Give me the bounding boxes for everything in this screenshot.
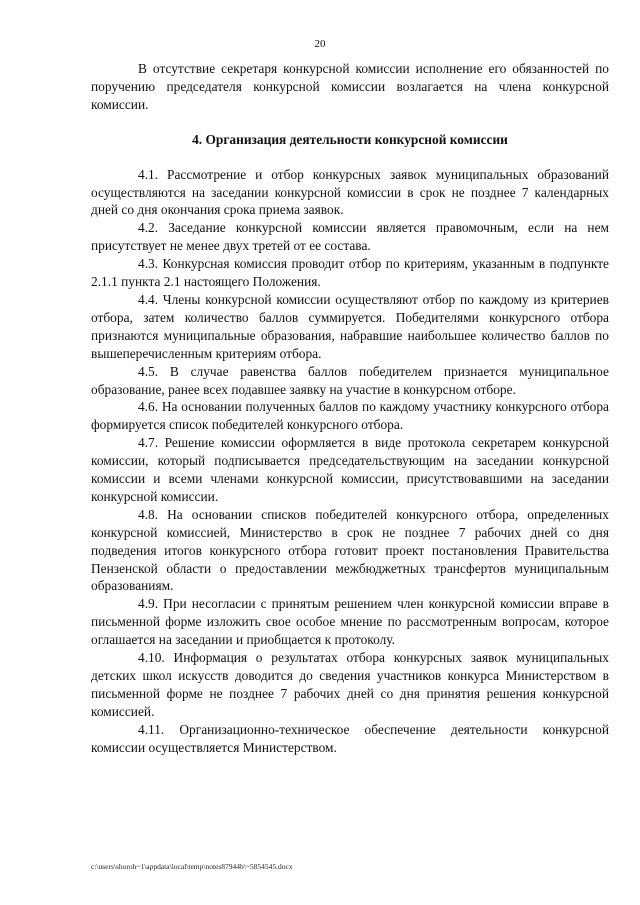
paragraph-4-10: 4.10. Информация о результатах отбора конкурсных заявок муниципальных детских школ искусств доводится до сведения участников конкурса Министерством в письменной форме не позднее 7 рабочих дней со дня принятия решения конкурсной комиссией. xyxy=(91,650,609,719)
paragraph-4-7: 4.7. Решение комиссии оформляется в виде протокола секретарем конкурсной комиссии, который подписывается председательствующим на заседании конкурсной комиссии и всеми членами конкурсной комиссии, присутствовавшими на заседании конкурсной комиссии. xyxy=(91,435,609,504)
paragraph-4-1: 4.1. Рассмотрение и отбор конкурсных заявок муниципальных образований осуществляются на заседании конкурсной комиссии в срок не позднее 7 календарных дней со дня окончания срока приема заявок. xyxy=(91,166,609,218)
paragraph-4-9: 4.9. При несогласии с принятым решением член конкурсной комиссии вправе в письменной форме изложить свое особое мнение по рассмотренным вопросам, которое оглашается на заседании и приобщается к протоколу. xyxy=(91,596,609,648)
paragraph-4-2: 4.2. Заседание конкурсной комиссии является правомочным, если на нем присутствует не менее двух третей от ее состава. xyxy=(91,220,609,254)
footer-file-path: c:\users\shoroh~1\appdata\local\temp\notes87944b\~5854545.docx xyxy=(91,862,293,871)
paragraph-4-11: 4.11. Организационно-техническое обеспечение деятельности конкурсной комиссии осуществляется Министерством. xyxy=(91,721,609,755)
page-number: 20 xyxy=(314,38,326,50)
paragraph-4-3: 4.3. Конкурсная комиссия проводит отбор по критериям, указанным в подпункте 2.1.1 пункта 2.1 настоящего Положения. xyxy=(91,256,609,290)
paragraph-4-5: 4.5. В случае равенства баллов победителем признается муниципальное образование, ранее всех подавшее заявку на участие в конкурсном отборе. xyxy=(91,363,609,397)
paragraph-4-8: 4.8. На основании списков победителей конкурсного отбора, определенных конкурсной комиссией, Министерство в срок не позднее 7 рабочих дней со дня подведения итогов конкурсного отбора готовит проект постановления Правительства Пензенской области о предоставлении межбюджетных трансфертов муниципальным образованиям. xyxy=(91,506,609,594)
paragraph-4-6: 4.6. На основании полученных баллов по каждому участнику конкурсного отбора формируется список победителей конкурсного отбора. xyxy=(91,399,609,433)
paragraph-4-4: 4.4. Члены конкурсной комиссии осуществляют отбор по каждому из критериев отбора, затем количество баллов суммируется. Победителями конкурсного отбора признаются муниципальные образования, набравшие наибольшее количество баллов по вышеперечисленным критериям отбора. xyxy=(91,291,609,361)
intro-paragraph: В отсутствие секретаря конкурсной комиссии исполнение его обязанностей по поручению председателя конкурсной комиссии возлагается на члена конкурсной комиссии. xyxy=(91,61,609,112)
section-title: 4. Организация деятельности конкурсной комиссии xyxy=(192,131,508,147)
document-body xyxy=(91,60,609,757)
